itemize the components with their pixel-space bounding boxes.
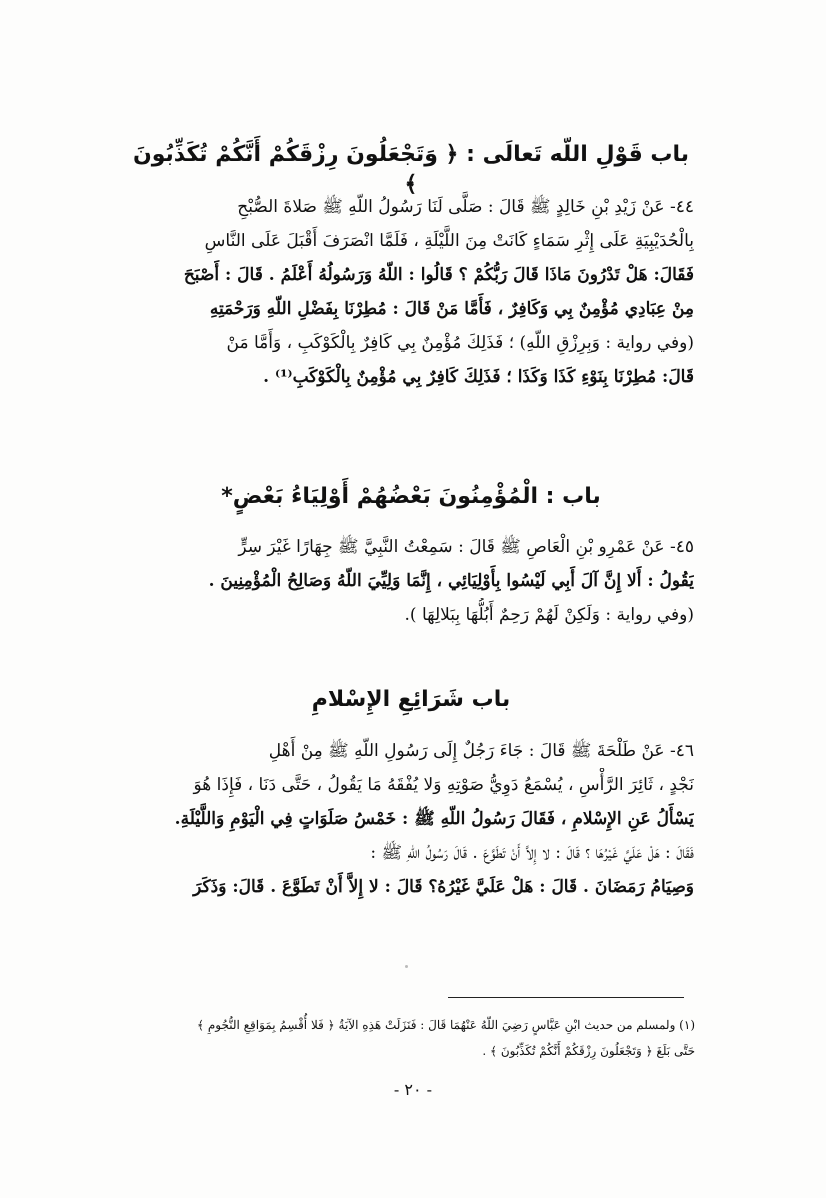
text-line: يَقُولُ : أَلا إِنَّ آلَ أَبِي لَيْسُوا بِأَوْلِيَائِي ، إِنَّمَا وَلِيِّيَ اللّهُ وَصَالِحُ الْمُؤْمِنِينَ . <box>208 571 694 591</box>
page-speck <box>405 965 408 968</box>
section-heading: باب شَرَائِعِ الإِسْلامِ <box>311 687 511 712</box>
text-line: يَسْأَلُ عَنِ الإِسْلامِ ، فَقَالَ رَسُولُ اللّهِ ﷺ : خَمْسُ صَلَوَاتٍ فِي الْيَوْمِ وَاللَّيْلَةِ. <box>174 809 694 829</box>
text-line: بِالْحُدَيْبِيَةِ عَلَى إِثْرِ سَمَاءٍ كَانَتْ مِنَ اللَّيْلَةِ ، فَلَمَّا انْصَرَفَ أَقْبَلَ عَلَى النَّاسِ <box>204 231 694 251</box>
text-line: نَجْدٍ ، ثَائِرَ الرَّأْسِ ، يُسْمَعُ دَوِيُّ صَوْتِهِ وَلا يُفْقَهُ مَا يَقُولُ ، حَتَّى دَنَا ، فَإِذَا هُوَ <box>193 775 694 795</box>
footnote-divider <box>448 997 684 998</box>
text-line: ٤٥- عَنْ عَمْرِو بْنِ الْعَاصِ ﷺ قَالَ : سَمِعْتُ النَّبِيَّ ﷺ جِهَارًا غَيْرَ سِرٍّ <box>238 537 694 557</box>
text-line: وَصِيَامُ رَمَضَانَ . قَالَ : هَلْ عَلَيَّ غَيْرُهُ؟ قَالَ : لا إِلاَّ أَنْ تَطَوَّعَ . قَالَ: وَذَكَرَ <box>193 877 694 897</box>
hadith-44-paragraph <box>128 190 694 394</box>
text-line: فَقَالَ : هَلْ عَلَيَّ غَيْرُهَا ؟ قَالَ : لا إِلاَّ أَنْ تَطَوَّعَ . قَالَ رَسُولُ اللّهِ ﷺ : <box>370 843 694 863</box>
text-line: قَالَ: مُطِرْنَا بِنَوْءِ كَذَا وَكَذَا ؛ فَذَلِكَ كَافِرٌ بِي مُؤْمِنٌ بِالْكَوْكَبِ⁽¹⁾ . <box>263 367 694 387</box>
page-number: - ٢٠ - <box>393 1080 433 1099</box>
text-line: فَقَالَ: هَلْ تَدْرُونَ مَاذَا قَالَ رَبُّكُمْ ؟ قَالُوا : اللّهُ وَرَسُولُهُ أَعْلَمُ . قَالَ : أَصْبَحَ <box>183 265 694 285</box>
footnote-line: حَتَّى بَلَغَ ﴿ وَتَجْعَلُونَ رِزْقَكُمْ أَنَّكُمْ تُكَذِّبُونَ ﴾ . <box>482 1044 695 1058</box>
text-line: ٤٤- عَنْ زَيْدِ بْنِ خَالِدٍ ﷺ قَالَ : صَلَّى لَنَا رَسُولُ اللّهِ ﷺ صَلاةَ الصُّبْحِ <box>237 197 694 217</box>
text-line: (وفي رواية : وَلَكِنْ لَهُمْ رَحِمٌ أَبُلُّهَا بِبَلالِهَا ). <box>404 605 694 625</box>
section-heading: باب قَوْلِ اللّه تَعالَى : ﴿ وَتَجْعَلُونَ رِزْقَكُمْ أَنَّكُمْ تُكَذِّبُونَ ﴾ <box>132 142 690 197</box>
footnote <box>150 1012 695 1064</box>
text-line: (وفي رواية : وَبِرِزْقِ اللّهِ) ؛ فَذَلِكَ مُؤْمِنٌ بِي كَافِرٌ بِالْكَوْكَبِ ، وَأَمَّا مَنْ <box>226 333 694 353</box>
hadith-45-paragraph <box>128 530 694 632</box>
section-heading: باب : الْمُؤْمِنُونَ بَعْضُهُمْ أَوْلِيَاءُ بَعْضٍ* <box>221 484 601 509</box>
text-line: ٤٦- عَنْ طَلْحَةَ ﷺ قَالَ : جَاءَ رَجُلٌ إِلَى رَسُولِ اللّهِ ﷺ مِنْ أَهْلِ <box>268 741 694 761</box>
hadith-46-paragraph <box>128 734 694 904</box>
footnote-line: (١) ولمسلم من حديث ابْنِ عَبَّاسٍ رَضِيَ اللّهُ عَنْهُمَا قَالَ : فَنَزَلَتْ هَذِهِ الآيَةُ ﴿ فَلا أُقْسِمُ بِمَوَاقِعِ النُّجُومِ ﴾ <box>196 1018 695 1032</box>
text-line: مِنْ عِبَادِي مُؤْمِنٌ بِي وَكَافِرٌ ، فَأَمَّا مَنْ قَالَ : مُطِرْنَا بِفَضْلِ اللّهِ وَرَحْمَتِهِ <box>209 299 694 319</box>
